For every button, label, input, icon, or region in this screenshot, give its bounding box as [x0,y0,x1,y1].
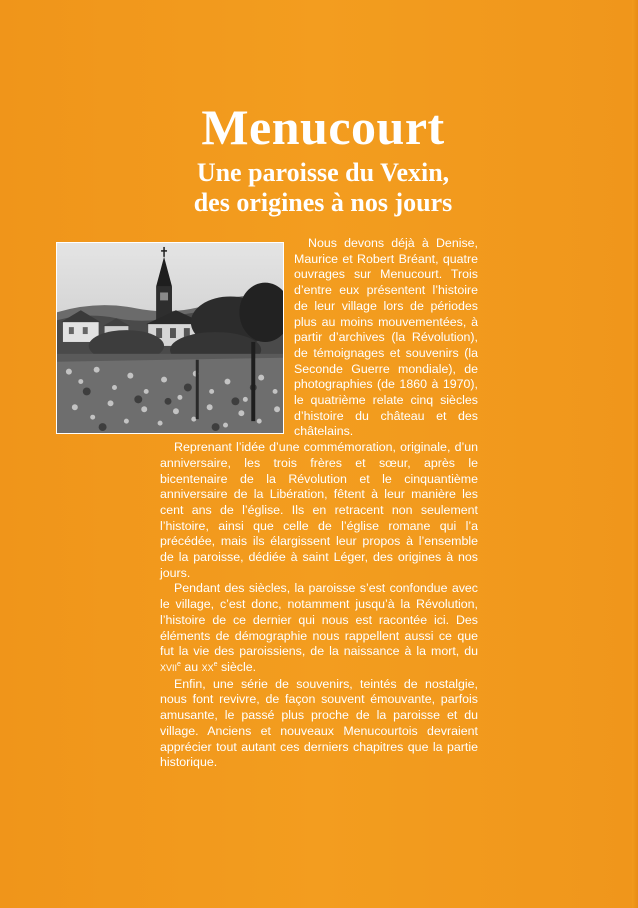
cover-edge [632,0,638,908]
paragraph-3 [160,581,478,676]
blurb-text [160,236,478,771]
book-title: Menucourt [201,99,445,155]
paragraph-3-end: siècle. [217,659,257,674]
paragraph-2: Reprenant l’idée d’une commémoration, originale, d’un anniversaire, les trois frères et sœur, après le bicentenaire de la Révolution et le cinquantième anniversaire de la Libération, fêtent à leur manière les cent ans de l’église. Ils en retracent non seulement l’histoire, ainsi que celle de l’église romane qui l’a précédée, mais ils élargissent leur propos à l’ensemble de la paroisse, dédiée à saint Léger, des origines à nos jours. [160,440,478,580]
century-20-suffix: e [213,660,218,668]
church-photo-illustration [57,243,283,433]
paragraph-1 [160,236,478,440]
subtitle-line-1: Une paroisse du Vexin, [196,158,450,187]
book-subtitle [158,158,488,218]
century-20: XX [201,662,214,673]
century-17: XVII [160,662,178,673]
paragraph-3-mid: au [180,659,202,674]
paragraph-3-start: Pendant des siècles, la paroisse s’est confondue avec le village, c’est donc, notamment jusqu’à la Révolution, l’histoire de ce dernier qui nous est racontée ici. Des éléments de démographie nous rappellent aussi ce que fut la vie des paroissiens, de la naissance à la mort, du [160,581,478,659]
subtitle-line-2: des origines à nos jours [193,188,453,217]
century-17-suffix: e [177,660,181,668]
paragraph-4: Enfin, une série de souvenirs, teintés de nostalgie, nous font revivre, de façon souvent émouvante, parfois amusante, le passé plus proche de la paroisse et du village. Anciens et nouveaux Menucourtois devraient apprécier tout autant ces derniers chapitres que la partie historique. [160,676,478,770]
paragraph-1-text: Nous devons déjà à Denise, Maurice et Robert Bréant, quatre ouvrages sur Menucourt. Trois d’entre eux présentent l’histoire de leur village lors de périodes plus au moins mouvementées, à partir d’archives (la Révolution), de témoignages et souvenirs (la Seconde Guerre mondiale), de photographies (de 1860 à 1970), le quatrième relate cinq siècles d’histoire du château et des châtelains. [294,236,478,439]
village-church-photo [56,242,284,434]
